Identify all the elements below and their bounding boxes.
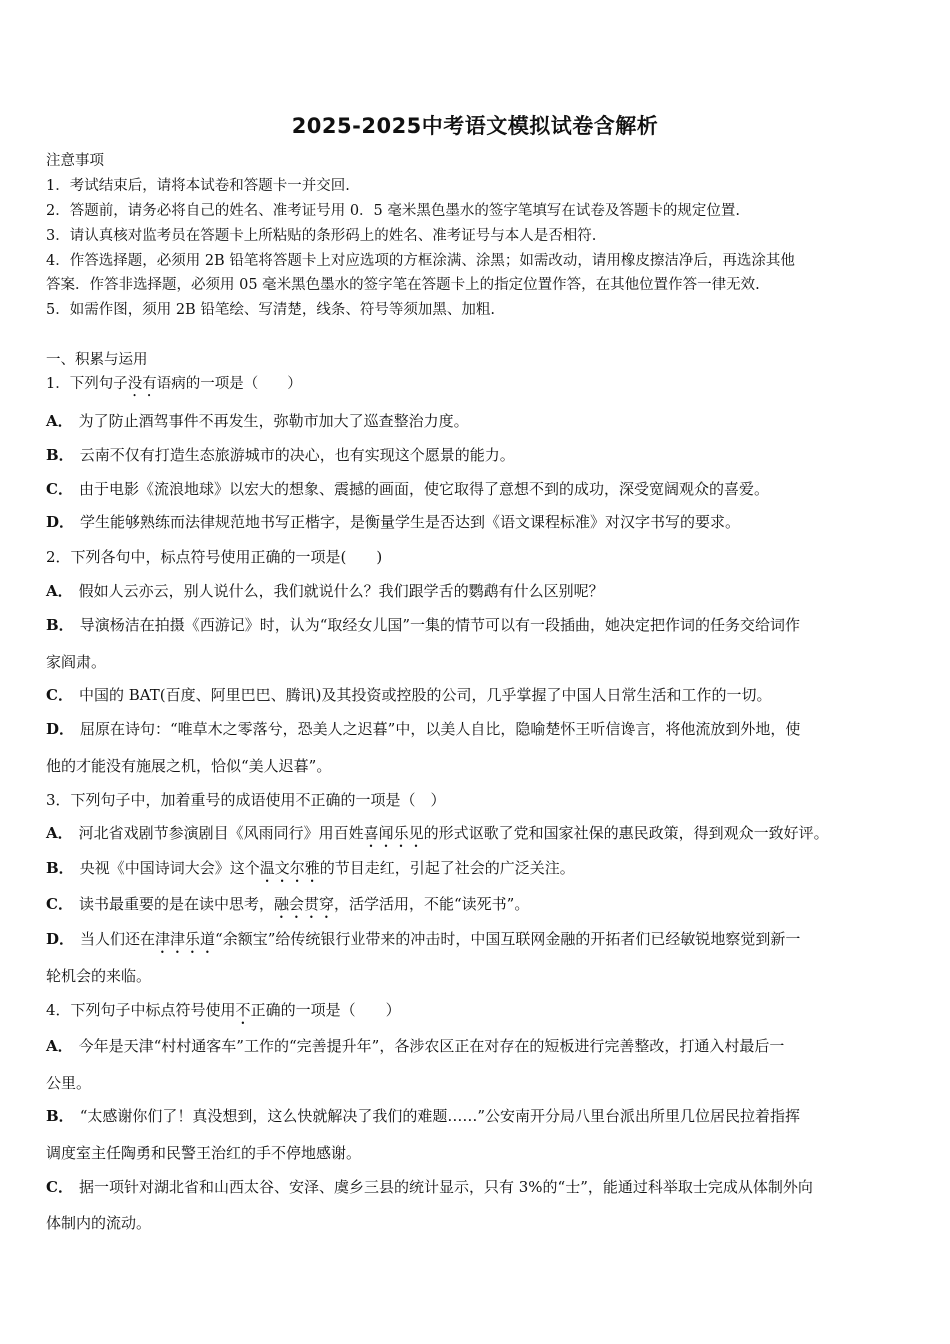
option-text: ，活学活用，不能“读死书”。 [333,895,530,913]
notice-item-3: 3．请认真核对监考员在答题卡上所粘贴的条形码上的姓名、准考证号与本人是否相符. [46,228,597,244]
q2-option-d [46,718,916,740]
option-label: C． [46,686,73,704]
q2-option-d-cont: 他的才能没有施展之机，恰似“美人迟暮”。 [46,757,332,775]
q4-stem-text: 正确的一项是（ ） [250,1001,401,1019]
q4-option-c-cont: 体制内的流动。 [46,1214,152,1232]
q4-option-b [46,1105,916,1127]
option-label: D． [46,930,75,948]
q2-option-c [46,684,916,706]
option-label: D． [46,720,75,738]
option-text: 的形式讴歌了党和国家社保的惠民政策，得到观众一致好评。 [423,824,829,842]
q3-option-a [46,822,916,851]
q1-stem-emphasis: 没有 [127,376,157,392]
option-text: 屈原在诗句：“唯草木之零落兮，恐美人之迟暮”中，以美人自比，隐喻楚怀王听信谗言，将他流放到外地，使 [80,720,801,738]
page-title: 2025-2025中考语文模拟试卷含解析 [291,114,659,138]
option-text: 据一项针对湖北省和山西太谷、安泽、虞乡三县的统计显示，只有 3%的“士”，能通过科举取士完成从体制外向 [78,1178,813,1196]
emphasized-idiom: 喜闻乐见 [363,824,424,842]
q3-option-b [46,857,916,886]
option-label: A． [46,824,73,842]
q3-option-d-cont: 轮机会的来临。 [46,967,152,985]
option-label: B． [46,859,74,877]
option-text: 读书最重要的是在读中思考， [78,895,274,913]
option-label: C． [46,480,73,498]
option-label: C． [46,1178,73,1196]
option-label: C． [46,895,73,913]
emphasized-idiom: 融会贯穿 [273,895,334,913]
q3-option-c [46,893,916,922]
q4-option-a-cont: 公里。 [46,1074,92,1092]
notice-item-2: 2．答题前，请务必将自己的姓名、准考证号用 0．5 毫米黑色墨水的签字笔填写在试卷及答题卡的规定位置. [46,203,740,219]
option-text: 导演杨洁在拍摄《西游记》时，认为“取经女儿国”一集的情节可以有一段插曲，她决定把作词的任务交给词作 [79,616,801,634]
notice-item-4: 4．作答选择题，必须用 2B 铅笔将答题卡上对应选项的方框涂满、涂黑；如需改动，请用橡皮擦洁净后，再选涂其他 [46,253,795,269]
option-text: 为了防止酒驾事件不再发生，弥勒市加大了巡查整治力度。 [78,412,469,430]
q2-option-b [46,614,916,636]
option-text: 河北省戏剧节参演剧目《风雨同行》用百姓 [78,824,364,842]
emphasized-idiom: 津津乐道 [155,930,216,948]
question-2-stem: 2．下列各句中，标点符号使用正确的一项是( ) [46,548,383,566]
q4-option-a [46,1035,916,1057]
option-text: 今年是天津“村村通客车”工作的“完善提升年”，各涉农区正在对存在的短板进行完善整改，打通入村最后一 [78,1037,785,1055]
notice-item-1: 1．考试结束后，请将本试卷和答题卡一并交回. [46,178,350,194]
option-text: 中国的 BAT(百度、阿里巴巴、腾讯)及其投资或控股的公司，几乎掌握了中国人日常生活和工作的一切。 [78,686,772,704]
option-text: 央视《中国诗词大会》这个 [79,859,260,877]
option-label: D． [46,513,75,531]
q4-stem-emphasis: 不 [235,1001,251,1019]
q1-option-c [46,478,916,500]
option-text: 学生能够熟练而法律规范地书写正楷字，是衡量学生是否达到《语文课程标准》对汉字书写的要求。 [80,513,741,531]
option-text: 假如人云亦云，别人说什么，我们就说什么？我们跟学舌的鹦鹉有什么区别呢？ [78,582,604,600]
q4-option-b-cont: 调度室主任陶勇和民警王治红的手不停地感谢。 [46,1144,362,1162]
option-text: 云南不仅有打造生态旅游城市的决心，也有实现这个愿景的能力。 [79,446,515,464]
option-text: 当人们还在 [80,930,156,948]
option-text: 由于电影《流浪地球》以宏大的想象、震撼的画面，使它取得了意想不到的成功，深受宽阔观众的喜爱。 [78,480,769,498]
q4-stem-text: 4．下列句子中标点符号使用 [46,1001,236,1019]
q1-stem-text: 1．下列句子 [46,376,128,392]
q2-option-a [46,580,916,602]
emphasized-idiom: 温文尔雅 [259,859,320,877]
option-text: “太感谢你们了！真没想到，这么快就解决了我们的难题……”公安南开分局八里台派出所里几位居民拉着指挥 [79,1107,801,1125]
option-label: A． [46,582,73,600]
question-1-stem [46,373,916,400]
option-label: A． [46,1037,73,1055]
question-4-stem [46,999,916,1028]
question-3-stem: 3．下列句子中，加着重号的成语使用不正确的一项是（ ） [46,791,446,809]
notice-item-4-cont: 答案．作答非选择题，必须用 05 毫米黑色墨水的签字笔在答题卡上的指定位置作答，在其他位置作答一律无效. [46,277,760,293]
q1-option-d [46,511,916,533]
q3-option-d [46,928,916,957]
section-heading: 一、积累与运用 [46,352,148,368]
notice-item-5: 5．如需作图，须用 2B 铅笔绘、写清楚，线条、符号等须加黑、加粗. [46,302,495,318]
option-label: A． [46,412,73,430]
q1-stem-text: 语病的一项是（ ） [156,376,302,392]
q2-option-b-cont: 家阎肃。 [46,653,107,671]
notice-heading: 注意事项 [46,153,104,169]
option-text: “余额宝”给传统银行业带来的冲击时，中国互联网金融的开拓者们已经敏锐地察觉到新一 [215,930,801,948]
option-text: 的节目走红，引起了社会的广泛关注。 [319,859,575,877]
q4-option-c [46,1176,916,1198]
option-label: B． [46,1107,74,1125]
option-label: B． [46,616,74,634]
q1-option-a [46,410,916,432]
option-label: B． [46,446,74,464]
q1-option-b [46,444,916,466]
